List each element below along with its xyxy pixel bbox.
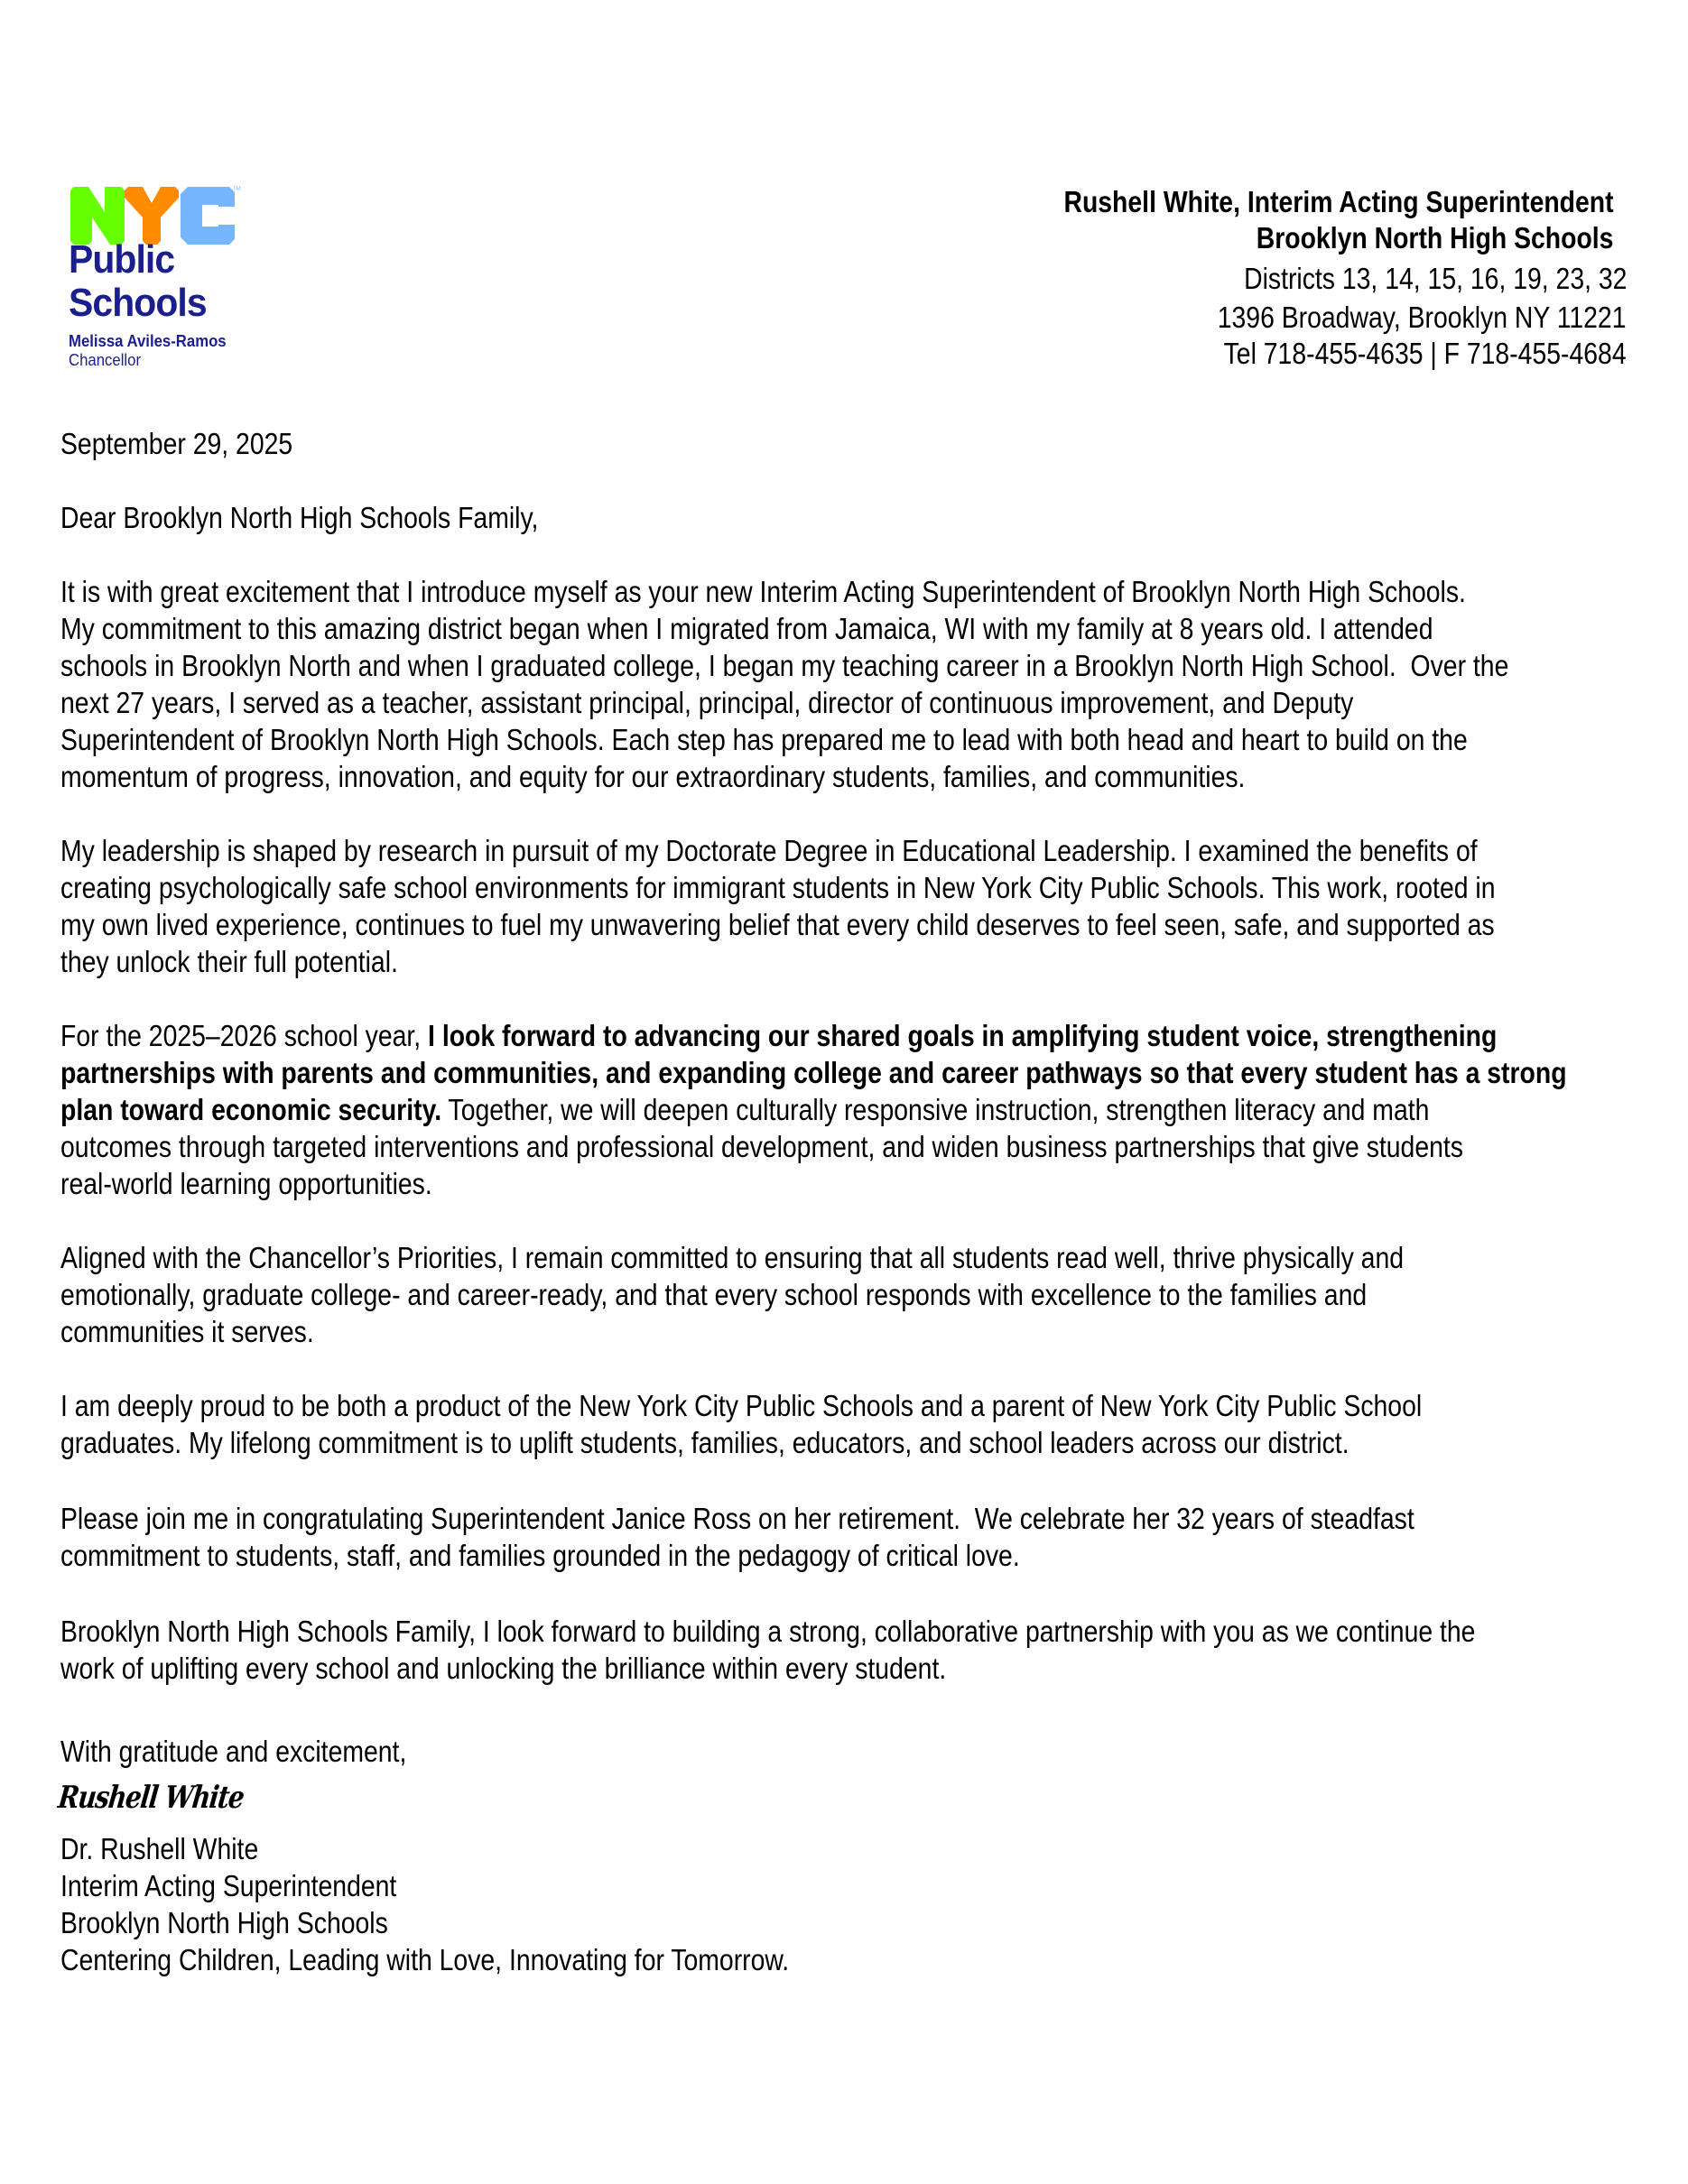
paragraph-line: creating psychologically safe school environments for immigrant students in New York City Public Schools. This work, rooted in — [60, 871, 1496, 904]
paragraph-line: Superintendent of Brooklyn North High Schools. Each step has prepared me to lead with both head and heart to build on the — [60, 723, 1468, 756]
logo-public-text: Public — [69, 237, 175, 282]
paragraph-line: My commitment to this amazing district began when I migrated from Jamaica, WI with my family at 8 years old. I attended — [60, 612, 1433, 645]
text-normal: Together, we will deepen culturally responsive instruction, strengthen literacy and math — [441, 1093, 1430, 1126]
paragraph-line: next 27 years, I served as a teacher, assistant principal, principal, director of continuous improvement, and Deputy — [60, 686, 1354, 719]
paragraph-line: Please join me in congratulating Superintendent Janice Ross on her retirement. We celebrate her 32 years of steadfast — [60, 1502, 1414, 1535]
text-bold: plan toward economic security. — [60, 1093, 442, 1126]
paragraph-intro — [60, 573, 1688, 795]
text-normal: For the 2025–2026 school year, — [60, 1019, 429, 1052]
paragraph-line: Brooklyn North High Schools Family, I look forward to building a strong, collaborative partnership with you as we continue the — [60, 1615, 1476, 1648]
closing: With gratitude and excitement, — [60, 1735, 407, 1768]
sender-phone-fax: Tel 718-455-4635 | F 718-455-4684 — [1223, 337, 1627, 370]
text-bold: partnerships with parents and communities, and expanding college and career pathways so that every student has a strong — [60, 1056, 1567, 1089]
paragraph-line — [60, 1017, 1688, 1054]
paragraph-line: My leadership is shaped by research in pursuit of my Doctorate Degree in Educational Leadership. I examined the benefits of — [60, 834, 1478, 867]
trademark-mark: TM — [233, 187, 241, 192]
logo-letter-y — [125, 187, 179, 245]
paragraph-partnership — [60, 1613, 1688, 1687]
paragraph-line: graduates. My lifelong commitment is to uplift students, families, educators, and school leaders across our district. — [60, 1426, 1349, 1459]
paragraph-pride — [60, 1387, 1688, 1461]
paragraph-leadership — [60, 832, 1688, 980]
signoff-office: Brooklyn North High Schools — [60, 1906, 388, 1939]
paragraph-line: outcomes through targeted interventions and professional development, and widen business partnerships that give students — [60, 1130, 1463, 1163]
nyc-public-schools-logo — [69, 185, 258, 379]
paragraph-line: my own lived experience, continues to fuel my unwavering belief that every child deserves to feel seen, safe, and supported as — [60, 908, 1495, 941]
signoff-motto: Centering Children, Leading with Love, Innovating for Tomorrow. — [60, 1943, 790, 1976]
handwritten-signature: Rushell White — [56, 1780, 246, 1816]
paragraph-line: Aligned with the Chancellor’s Priorities, I remain committed to ensuring that all students read well, thrive physically and — [60, 1241, 1405, 1274]
paragraph-line: real-world learning opportunities. — [60, 1167, 432, 1200]
paragraph-line: I am deeply proud to be both a product of the New York City Public Schools and a parent of New York City Public School — [60, 1389, 1423, 1422]
salutation: Dear Brooklyn North High Schools Family, — [60, 501, 539, 534]
paragraph-goals — [60, 1017, 1688, 1202]
chancellor-name: Melissa Aviles-Ramos — [69, 332, 227, 350]
paragraph-line: commitment to students, staff, and families grounded in the pedagogy of critical love. — [60, 1539, 1020, 1572]
sender-address: 1396 Broadway, Brooklyn NY 11221 — [1218, 301, 1627, 334]
paragraph-line — [60, 1091, 1688, 1128]
logo-letter-n — [70, 187, 125, 245]
text-bold: I look forward to advancing our shared goals in amplifying student voice, strengthening — [428, 1019, 1498, 1052]
paragraph-priorities — [60, 1239, 1688, 1350]
paragraph-line: work of uplifting every school and unlocking the brilliance within every student. — [60, 1652, 947, 1685]
logo-schools-text: Schools — [69, 281, 207, 325]
paragraph-line: It is with great excitement that I introduce myself as your new Interim Acting Superintendent of Brooklyn North High Schools. — [60, 575, 1466, 608]
paragraph-line: they unlock their full potential. — [60, 945, 398, 978]
paragraph-line: schools in Brooklyn North and when I graduated college, I began my teaching career in a Brooklyn North High School. Over the — [60, 649, 1509, 682]
sender-office: Brooklyn North High Schools — [1256, 221, 1620, 254]
logo-letter-c — [181, 187, 235, 245]
paragraph-line: communities it serves. — [60, 1315, 314, 1348]
paragraph-retirement — [60, 1500, 1688, 1574]
chancellor-title: Chancellor — [69, 351, 142, 369]
letter-date: September 29, 2025 — [60, 427, 293, 460]
sender-districts: Districts 13, 14, 15, 16, 19, 23, 32 — [1243, 262, 1627, 295]
paragraph-line — [60, 1054, 1688, 1091]
sender-name-title: Rushell White, Interim Acting Superintendent — [1062, 185, 1620, 218]
signoff-name: Dr. Rushell White — [60, 1832, 259, 1865]
signoff-title: Interim Acting Superintendent — [60, 1869, 397, 1902]
paragraph-line: emotionally, graduate college- and career-ready, and that every school responds with excellence to the families and — [60, 1278, 1368, 1311]
paragraph-line: momentum of progress, innovation, and equity for our extraordinary students, families, and communities. — [60, 760, 1246, 793]
